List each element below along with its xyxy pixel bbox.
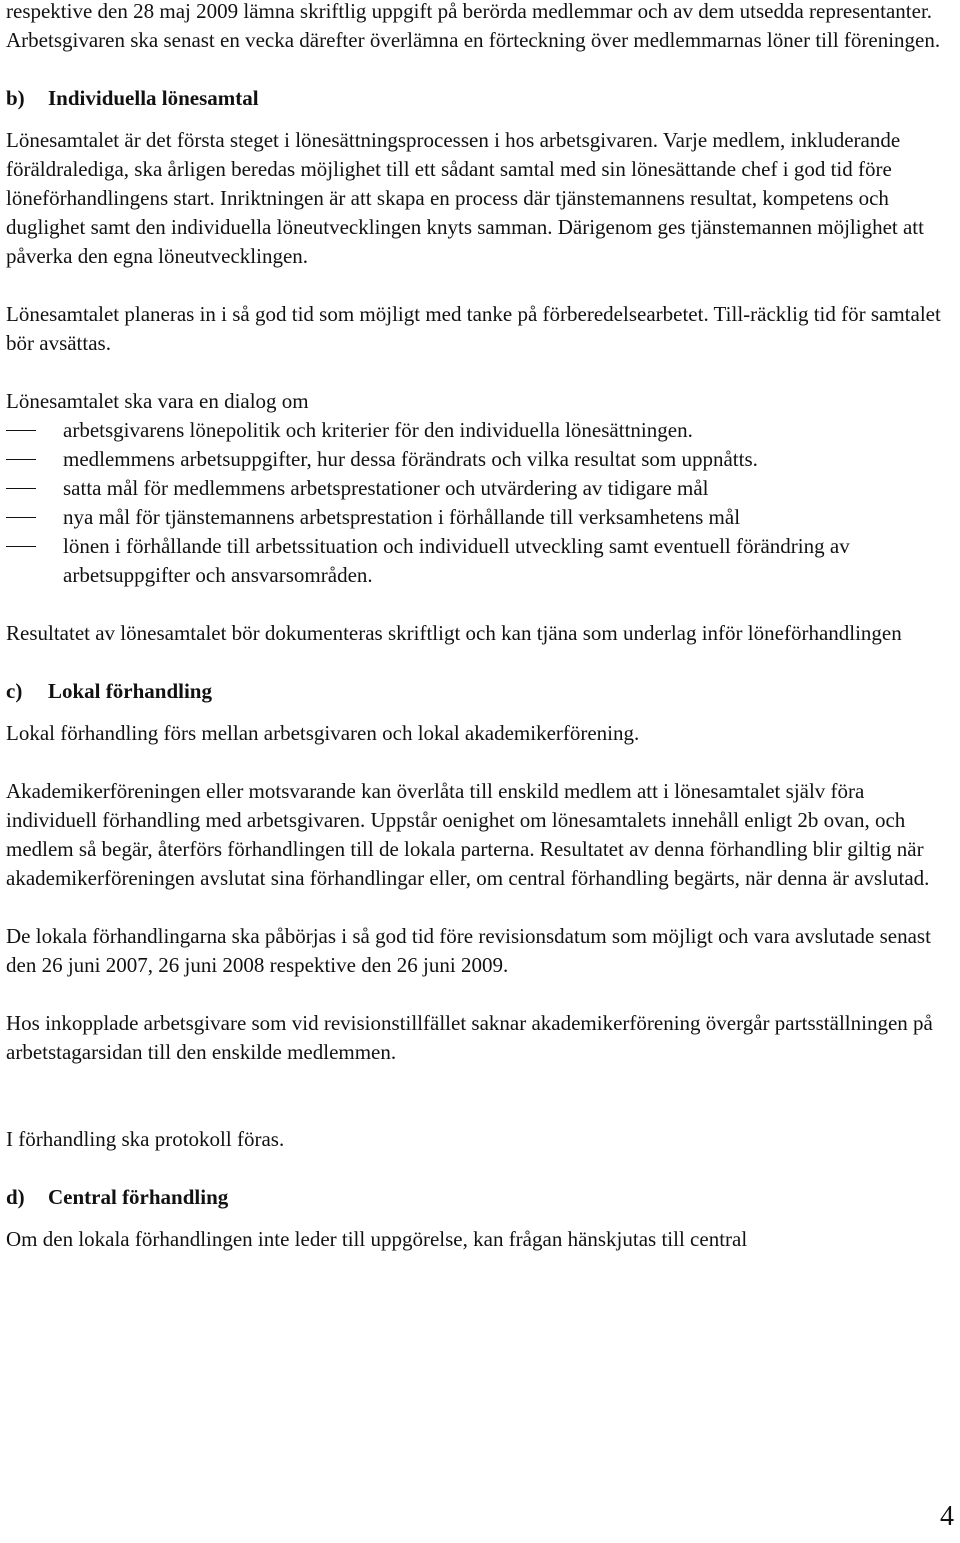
section-c-paragraph: Lokal förhandling förs mellan arbetsgivaren och lokal akademikerförening. xyxy=(6,721,640,745)
section-d-title: Central förhandling xyxy=(48,1185,229,1209)
section-c-heading xyxy=(6,677,951,706)
list-item: nya mål för tjänstemannens arbetsprestation i förhållande till verksamhetens mål xyxy=(6,503,951,532)
section-c-title: Lokal förhandling xyxy=(48,679,212,703)
dialog-topics-list xyxy=(6,416,951,590)
section-d-paragraph: Om den lokala förhandlingen inte leder till uppgörelse, kan frågan hänskjutas till central xyxy=(6,1227,748,1251)
section-d-letter: d) xyxy=(6,1185,25,1209)
list-item: satta mål för medlemmens arbetsprestationer och utvärdering av tidigare mål xyxy=(6,474,951,503)
list-item: medlemmens arbetsuppgifter, hur dessa förändrats och vilka resultat som uppnåtts. xyxy=(6,445,951,474)
document-page xyxy=(6,0,951,1254)
dash-bullet-icon xyxy=(6,517,36,518)
section-c-paragraph: Hos inkopplade arbetsgivare som vid revisionstillfället saknar akademikerförening övergår partsställningen på arbetstagarsidan till den enskilde medlemmen. xyxy=(6,1011,933,1064)
section-b-paragraph: Lönesamtalet ska vara en dialog om xyxy=(6,389,309,413)
section-b-paragraph: Lönesamtalet planeras in i så god tid som möjligt med tanke på förberedelsearbetet. Till-räcklig tid för samtalet bör avsättas. xyxy=(6,302,941,355)
dash-bullet-icon xyxy=(6,488,36,489)
section-b-paragraph: Lönesamtalet är det första steget i lönesättningsprocessen i hos arbetsgivaren. Varje medlem, inkluderande föräldralediga, ska årligen beredas möjlighet till ett sådant samtal med sin lönesättande chef i god tid före löneförhandlingens start. Inriktningen är att skapa en process där tjänstemannens resultat, kompetens och duglighet samt den individuella löneutvecklingen knyts samman. Därigenom ges tjänstemannen möjlighet att påverka den egna löneutvecklingen. xyxy=(6,128,924,268)
dash-bullet-icon xyxy=(6,459,36,460)
dash-bullet-icon xyxy=(6,546,36,547)
section-b-heading xyxy=(6,84,951,113)
section-c-paragraph: Akademikerföreningen eller motsvarande kan överlåta till enskild medlem att i lönesamtalet själv föra individuell förhandling med arbetsgivaren. Uppstår oenighet om lönesamtalets innehåll enligt 2b ovan, och medlem så begär, återförs förhandlingen till de lokala parterna. Resultatet av denna förhandling blir giltig när akademikerföreningen avslutat sina förhandlingar eller, om central förhandling begärts, när denna är avslutad. xyxy=(6,779,930,890)
section-c-paragraph: De lokala förhandlingarna ska påbörjas i så god tid före revisionsdatum som möjligt och vara avslutade senast den 26 juni 2007, 26 juni 2008 respektive den 26 juni 2009. xyxy=(6,924,931,977)
list-item: lönen i förhållande till arbetssituation och individuell utveckling samt eventuell förändring av arbetsuppgifter och ansvarsområden. xyxy=(6,532,951,590)
dash-bullet-icon xyxy=(6,430,36,431)
section-b-title: Individuella lönesamtal xyxy=(48,86,259,110)
intro-paragraph: respektive den 28 maj 2009 lämna skriftlig uppgift på berörda medlemmar och av dem utsedda representanter. Arbetsgivaren ska senast en vecka därefter överlämna en förteckning över medlemmarnas löner till föreningen. xyxy=(6,0,941,52)
section-c-paragraph: I förhandling ska protokoll föras. xyxy=(6,1127,285,1151)
section-b-letter: b) xyxy=(6,86,25,110)
section-b-closing: Resultatet av lönesamtalet bör dokumenteras skriftligt och kan tjäna som underlag inför löneförhandlingen xyxy=(6,621,902,645)
page-number: 4 xyxy=(940,1501,954,1532)
list-item: arbetsgivarens lönepolitik och kriterier för den individuella lönesättningen. xyxy=(6,416,951,445)
section-c-letter: c) xyxy=(6,679,23,703)
section-d-heading xyxy=(6,1183,951,1212)
